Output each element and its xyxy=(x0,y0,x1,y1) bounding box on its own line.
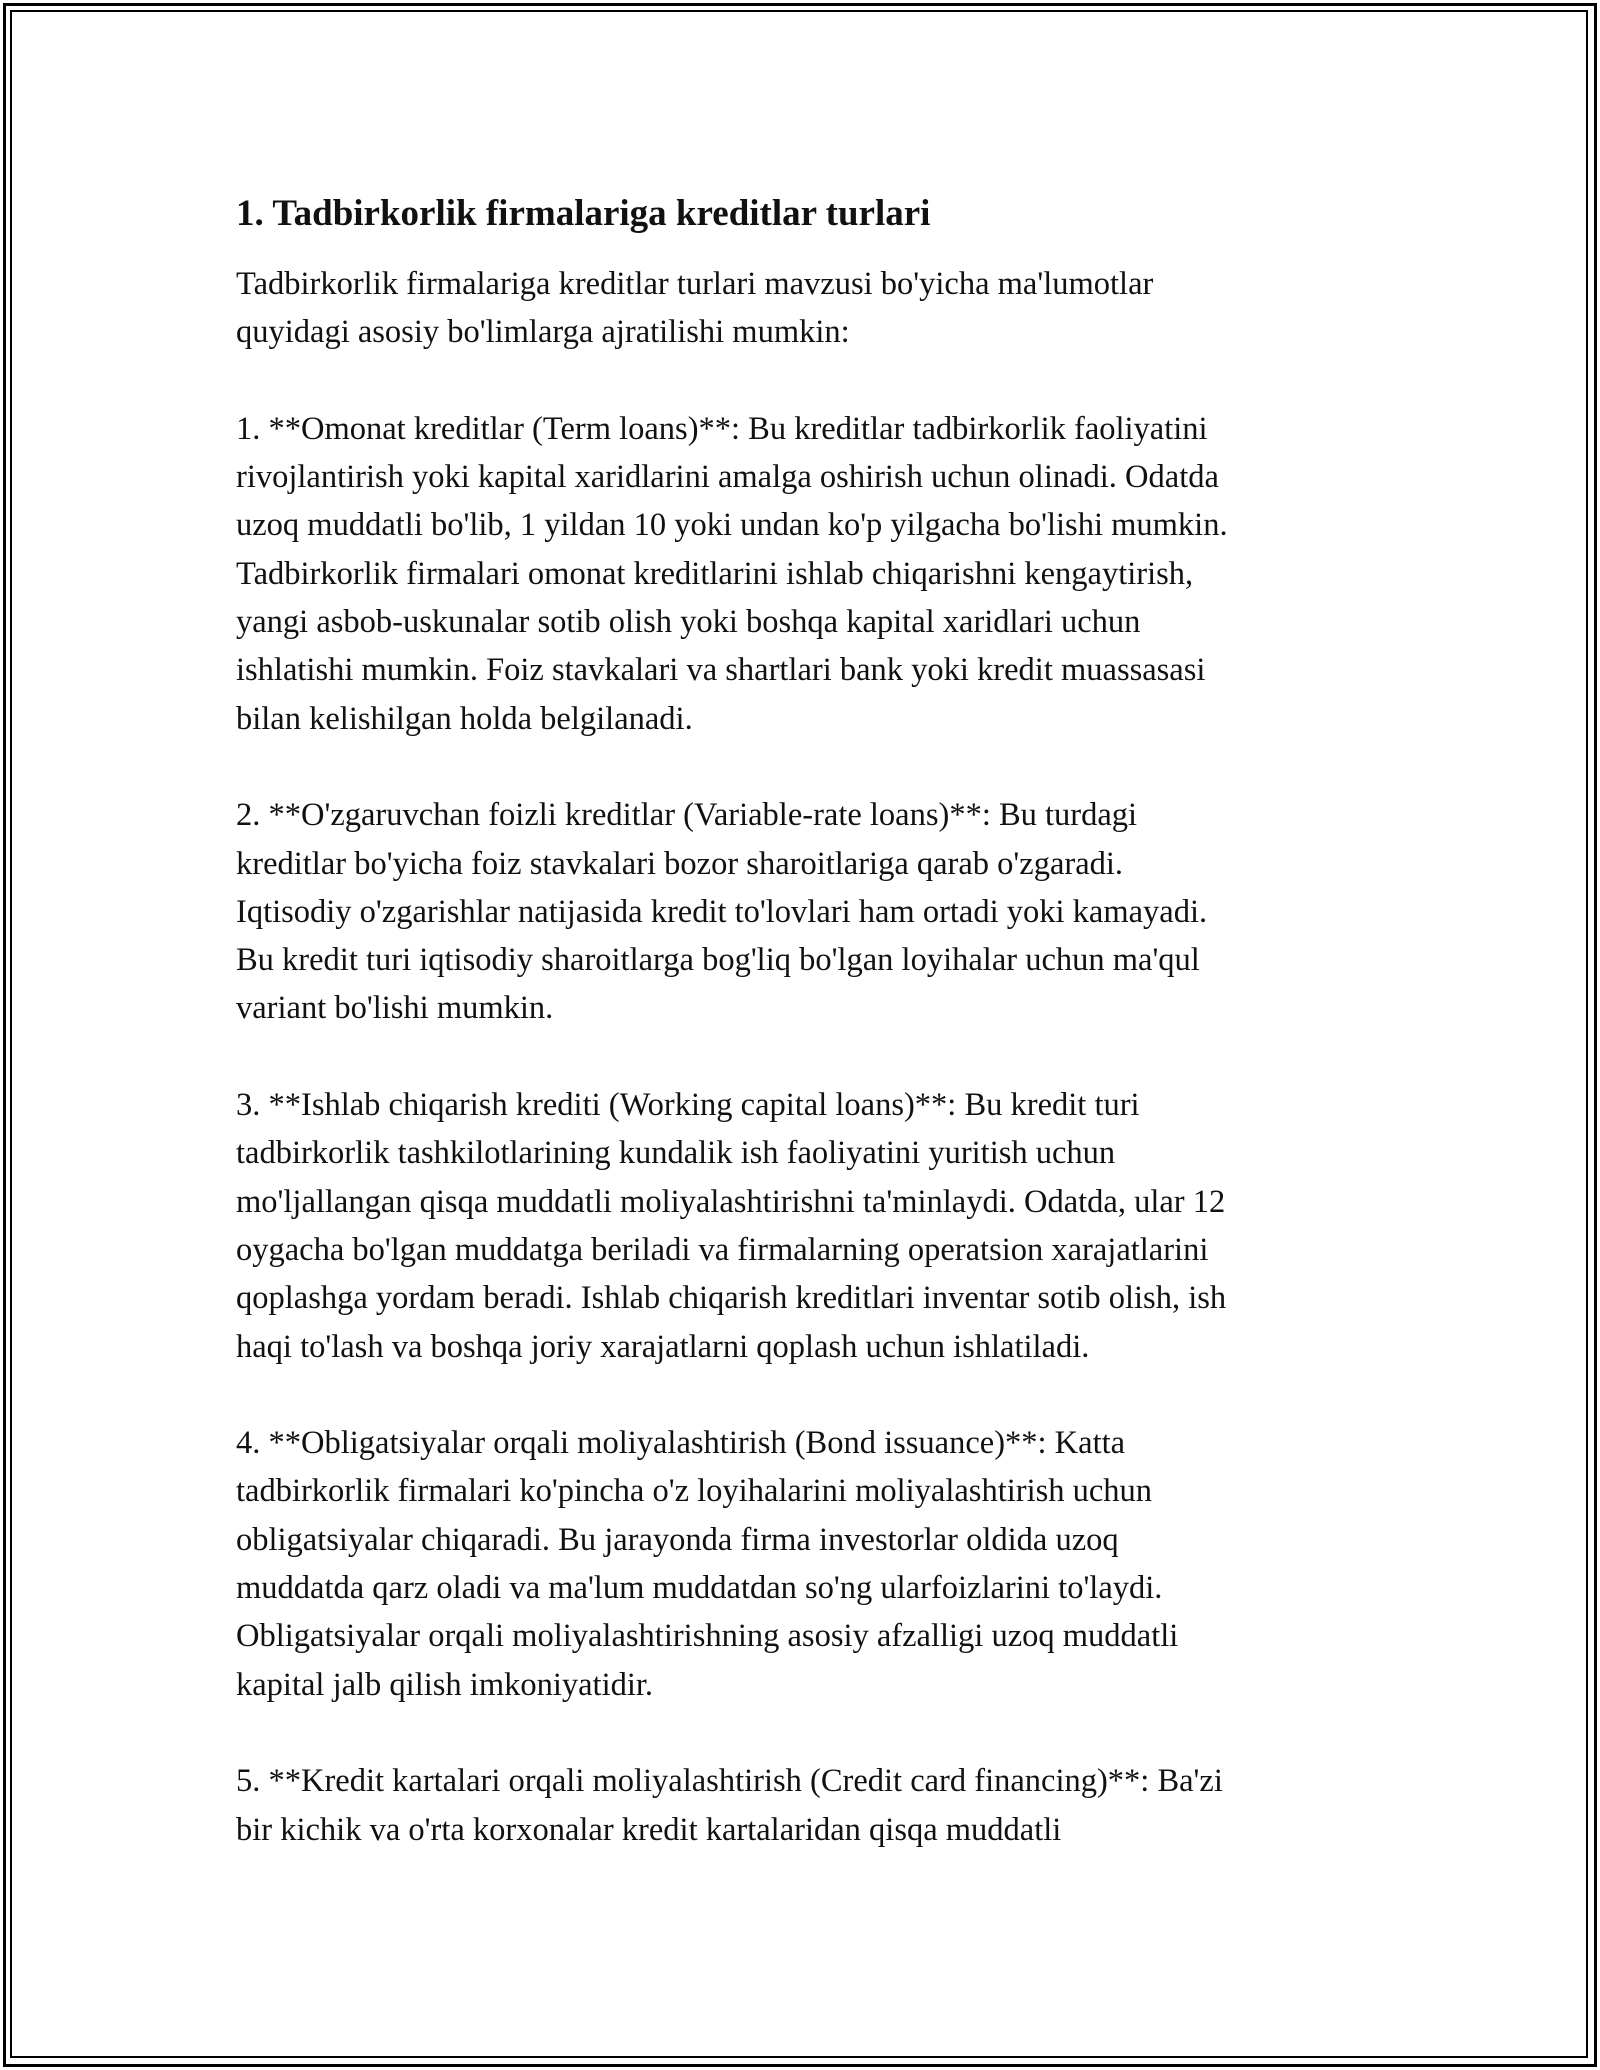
list-item-variable-rate-loans: 2. **O'zgaruvchan foizli kreditlar (Variable-rate loans)**: Bu turdagi kreditlar bo'yicha foiz stavkalari bozor sharoitlariga qarab o'zgaradi. Iqtisodiy o'zgarishlar natijasida kredit to'lovlari ham ortadi yoki kamayadi. Bu kredit turi iqtisodiy sharoitlarga bog'liq bo'lgan loyihalar uchun ma'qul variant bo'lishi mumkin. xyxy=(236,797,1208,1027)
document-title: 1. Tadbirkorlik firmalariga kreditlar turlari xyxy=(236,193,931,234)
list-item-working-capital-loans: 3. **Ishlab chiqarish krediti (Working capital loans)**: Bu kredit turi tadbirkorlik tashkilotlarining kundalik ish faoliyatini yuritish uchun mo'ljallangan qisqa muddatli moliyalashtirishni ta'minlaydi. Odatda, ular 12 oygacha bo'lgan muddatga beriladi va firmalarning operatsion xarajatlarini qoplashga yordam beradi. Ishlab chiqarish kreditlari inventar sotib olish, ish haqi to'lash va boshqa joriy xarajatlarni qoplash uchun ishlatiladi. xyxy=(236,1087,1227,1365)
list-item-bond-issuance: 4. **Obligatsiyalar orqali moliyalashtirish (Bond issuance)**: Katta tadbirkorlik firmalari ko'pincha o'z loyihalarini moliyalashtirish uchun obligatsiyalar chiqaradi. Bu jarayonda firma investorlar oldida uzoq muddatda qarz oladi va ma'lum muddatdan so'ng ularfoizlarini to'laydi. Obligatsiyalar orqali moliyalashtirishning asosiy afzalligi uzoq muddatli kapital jalb qilish imkoniyatidir. xyxy=(236,1425,1179,1703)
document-body xyxy=(236,186,1386,1854)
list-item-credit-card-financing: 5. **Kredit kartalari orqali moliyalashtirish (Credit card financing)**: Ba'zi bir kichik va o'rta korxonalar kredit kartalaridan qisqa muddatli xyxy=(236,1763,1223,1848)
intro-paragraph: Tadbirkorlik firmalariga kreditlar turlari mavzusi bo'yicha ma'lumotlar quyidagi asosiy bo'limlarga ajratilishi mumkin: xyxy=(236,266,1154,351)
list-item-term-loans: 1. **Omonat kreditlar (Term loans)**: Bu kreditlar tadbirkorlik faoliyatini rivojlantirish yoki kapital xaridlarini amalga oshirish uchun olinadi. Odatda uzoq muddatli bo'lib, 1 yildan 10 yoki undan ko'p yilgacha bo'lishi mumkin. Tadbirkorlik firmalari omonat kreditlarini ishlab chiqarishni kengaytirish, yangi asbob-uskunalar sotib olish yoki boshqa kapital xaridlari uchun ishlatishi mumkin. Foiz stavkalari va shartlari bank yoki kredit muassasasi bilan kelishilgan holda belgilanadi. xyxy=(236,410,1228,737)
